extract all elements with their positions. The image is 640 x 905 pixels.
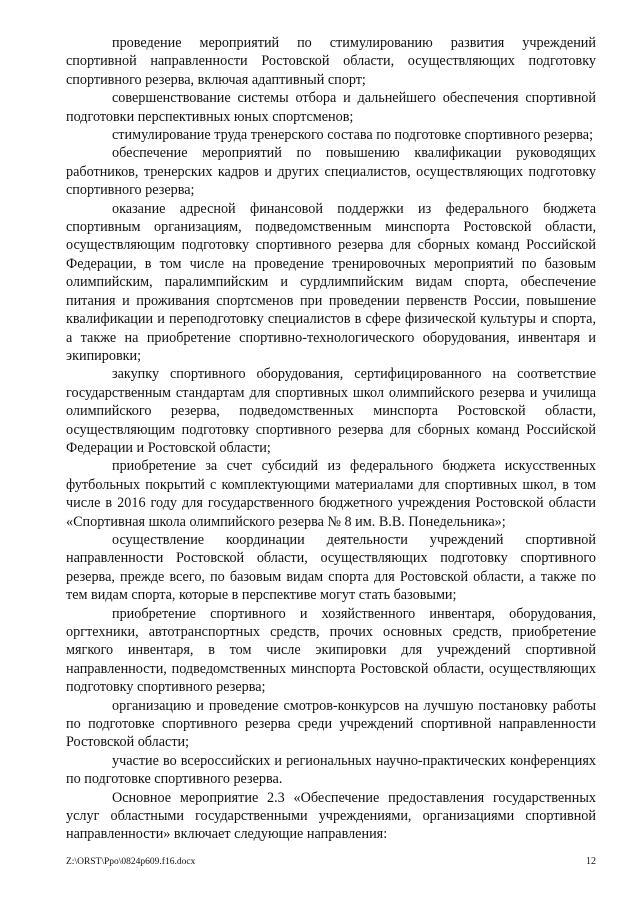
paragraph: организацию и проведение смотров-конкурсов на лучшую постановку работы по подготовке спортивного резерва среди учреждений спортивной направленности Ростовской области; (66, 697, 596, 751)
paragraph: обеспечение мероприятий по повышению квалификации руководящих работников, тренерских кадров и других специалистов, осуществляющих подготовку спортивного резерва; (66, 145, 596, 199)
paragraph: проведение мероприятий по стимулированию развития учреждений спортивной направленности Ростовской области, осуществляющих подготовку спортивного резерва, включая адаптивный спорт; (66, 35, 596, 88)
paragraph: закупку спортивного оборудования, сертифицированного на соответствие государственным стандартам для спортивных школ олимпийского резерва и училища олимпийского резерва, подведомственных минспорта Ростовской области, осуществляющим подготовку спортивного резерва для сборных команд Российской Федерации и Ростовской области; (66, 366, 596, 456)
paragraph: оказание адресной финансовой поддержки из федерального бюджета спортивным организациям, подведомственным минспорта Ростовской области, осуществляющим подготовку спортивного резерва для сборных команд Российской Федерации, в том числе на проведение тренировочных мероприятий по базовым олимпийским, паралимпийским и сурдлимпийским видам спорта, обеспечение питания и проживания спортсменов при проведении первенств России, повышение квалификации и переподготовку специалистов в сфере физической культуры и спорта, а также на приобретение спортивно-технологического оборудования, инвентаря и экипировки; (66, 200, 596, 364)
paragraph: совершенствование системы отбора и дальнейшего обеспечения спортивной подготовки перспективных юных спортсменов; (66, 90, 596, 125)
paragraph: приобретение спортивного и хозяйственного инвентаря, оборудования, оргтехники, автотранспортных средств, прочих основных средств, приобретение мягкого инвентаря, в том числе экипировки для учреждений спортивной направленности, подведомственных минспорта Ростовской области, осуществляющих подготовку спортивного резерва; (66, 605, 596, 696)
page-number: 12 (586, 856, 596, 867)
document-body (66, 34, 596, 844)
paragraph: приобретение за счет субсидий из федерального бюджета искусственных футбольных покрытий с комплектующими материалами для спортивных школ, в том числе в 2016 году для государственного бюджетного учреждения Ростовской области «Спортивная школа олимпийского резерва № 8 им. В.В. Понедельника»; (66, 458, 596, 530)
footer-file-path: Z:\ORST\Ppo\0824p609.f16.docx (66, 857, 196, 867)
paragraph: участие во всероссийских и региональных научно-практических конференциях по подготовке спортивного резерва. (66, 752, 596, 788)
paragraph: осуществление координации деятельности учреждений спортивной направленности Ростовской области, осуществляющих подготовку спортивного резерва, прежде всего, по базовым видам спорта для Ростовской области, а также по тем видам спорта, которые в перспективе могут стать базовыми; (66, 531, 596, 604)
paragraph: Основное мероприятие 2.3 «Обеспечение предоставления государственных услуг областными государственными учреждениями, организациями спортивной направленности» включает следующие направления: (66, 789, 596, 843)
paragraph: стимулирование труда тренерского состава по подготовке спортивного резерва; (112, 127, 594, 144)
